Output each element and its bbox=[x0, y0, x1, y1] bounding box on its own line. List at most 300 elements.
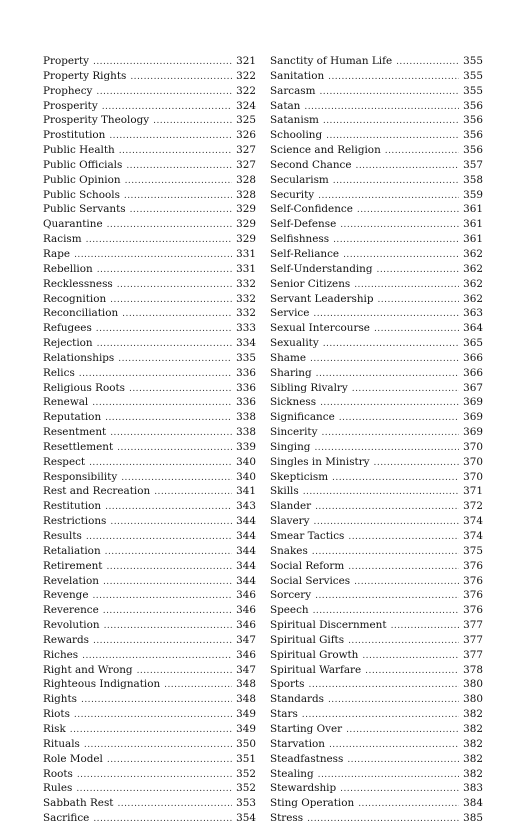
dot-leader bbox=[117, 441, 232, 456]
index-entry bbox=[270, 633, 483, 648]
index-term: Singing bbox=[270, 440, 311, 453]
index-term: Rebellion bbox=[43, 262, 93, 275]
page-number: 325 bbox=[236, 114, 256, 127]
index-term: Sickness bbox=[270, 396, 317, 409]
index-entry bbox=[270, 351, 483, 366]
index-term: Public Schools bbox=[43, 188, 120, 201]
index-entry bbox=[43, 410, 256, 425]
dot-leader bbox=[105, 500, 232, 515]
dot-leader bbox=[328, 693, 459, 708]
index-term: Revelation bbox=[43, 574, 99, 587]
index-term: Sincerity bbox=[270, 426, 318, 439]
index-term: Standards bbox=[270, 693, 324, 706]
index-term: Shame bbox=[270, 351, 307, 364]
index-term: Sanctity of Human Life bbox=[270, 55, 393, 67]
dot-leader bbox=[129, 382, 232, 397]
index-term: Racism bbox=[43, 233, 82, 246]
page-number: 371 bbox=[463, 485, 483, 498]
index-term: Satanism bbox=[270, 114, 319, 127]
page-number: 333 bbox=[236, 322, 256, 335]
page-number: 377 bbox=[463, 619, 483, 632]
page-number: 369 bbox=[463, 396, 483, 409]
page-number: 361 bbox=[463, 233, 483, 246]
dot-leader bbox=[374, 322, 459, 337]
dot-leader bbox=[352, 382, 459, 397]
index-entry bbox=[270, 707, 483, 722]
page-number: 346 bbox=[236, 619, 256, 632]
page-number: 375 bbox=[463, 544, 483, 557]
page-number: 338 bbox=[236, 411, 256, 424]
index-term: Prostitution bbox=[43, 129, 106, 142]
dot-leader bbox=[117, 278, 232, 293]
page-number: 361 bbox=[463, 218, 483, 231]
index-entry bbox=[43, 529, 256, 544]
index-entry bbox=[270, 588, 483, 603]
index-term: Retaliation bbox=[43, 544, 101, 557]
dot-leader bbox=[118, 352, 232, 367]
index-entry bbox=[270, 158, 483, 173]
page-number: 344 bbox=[236, 530, 256, 542]
page-number: 332 bbox=[236, 277, 256, 290]
index-term: Righteous Indignation bbox=[43, 678, 161, 691]
index-entry bbox=[43, 113, 256, 128]
index-entry bbox=[43, 99, 256, 114]
index-term: Revenge bbox=[43, 589, 89, 602]
dot-leader bbox=[110, 426, 232, 441]
dot-leader bbox=[93, 55, 232, 70]
dot-leader bbox=[340, 218, 459, 233]
page-number: 341 bbox=[236, 485, 256, 498]
index-entry bbox=[270, 381, 483, 396]
index-term: Rape bbox=[43, 247, 71, 260]
dot-leader bbox=[348, 634, 459, 649]
index-entry bbox=[270, 99, 483, 114]
index-term: Stars bbox=[270, 708, 298, 721]
index-term: Reverence bbox=[43, 604, 99, 617]
index-term: Right and Wrong bbox=[43, 663, 133, 676]
dot-leader bbox=[314, 515, 460, 530]
page-number: 376 bbox=[463, 574, 483, 587]
dot-leader bbox=[385, 144, 459, 159]
index-entry bbox=[43, 128, 256, 143]
index-entry bbox=[43, 811, 256, 826]
dot-leader bbox=[303, 485, 459, 500]
index-term: Results bbox=[43, 530, 82, 542]
index-entry bbox=[43, 484, 256, 499]
index-entry bbox=[270, 811, 483, 826]
index-entry bbox=[270, 202, 483, 217]
page-number: 382 bbox=[463, 752, 483, 765]
index-entry bbox=[270, 440, 483, 455]
index-entry bbox=[270, 277, 483, 292]
index-term: Restitution bbox=[43, 500, 102, 513]
index-term: Property bbox=[43, 55, 90, 67]
index-entry bbox=[270, 752, 483, 767]
index-entry bbox=[270, 336, 483, 351]
index-term: Public Health bbox=[43, 144, 115, 157]
index-entry bbox=[43, 351, 256, 366]
index-term: Second Chance bbox=[270, 158, 352, 171]
index-entry bbox=[270, 781, 483, 796]
index-term: Sanitation bbox=[270, 69, 325, 82]
page-number: 364 bbox=[463, 322, 483, 335]
index-entry bbox=[43, 84, 256, 99]
index-term: Risk bbox=[43, 722, 66, 735]
page-number: 327 bbox=[236, 144, 256, 157]
index-entry bbox=[270, 618, 483, 633]
index-entry bbox=[43, 247, 256, 262]
page-number: 377 bbox=[463, 633, 483, 646]
page-number: 349 bbox=[236, 708, 256, 721]
index-term: Sexual Intercourse bbox=[270, 322, 370, 335]
page-number: 356 bbox=[463, 144, 483, 157]
index-term: Prosperity bbox=[43, 99, 98, 112]
index-term: Sacrifice bbox=[43, 812, 90, 825]
index-term: Servant Leadership bbox=[270, 292, 374, 305]
page-number: 344 bbox=[236, 559, 256, 572]
index-term: Snakes bbox=[270, 544, 308, 557]
index-term: Relics bbox=[43, 366, 75, 379]
dot-leader bbox=[328, 70, 459, 85]
dot-leader bbox=[316, 367, 459, 382]
index-term: Starting Over bbox=[270, 722, 343, 735]
index-entry bbox=[270, 217, 483, 232]
index-entry bbox=[270, 559, 483, 574]
dot-leader bbox=[130, 70, 232, 85]
dot-leader bbox=[110, 515, 232, 530]
index-entry bbox=[43, 395, 256, 410]
dot-leader bbox=[348, 560, 459, 575]
index-entry bbox=[270, 499, 483, 514]
dot-leader bbox=[313, 604, 459, 619]
dot-leader bbox=[332, 471, 459, 486]
index-entry bbox=[270, 69, 483, 84]
index-term: Satan bbox=[270, 99, 301, 112]
index-entry bbox=[43, 603, 256, 618]
page-number: 362 bbox=[463, 292, 483, 305]
index-entry bbox=[270, 722, 483, 737]
index-term: Stealing bbox=[270, 767, 314, 780]
page-number: 334 bbox=[236, 337, 256, 350]
page-number: 382 bbox=[463, 767, 483, 780]
index-term: Starvation bbox=[270, 737, 325, 750]
index-term: Speech bbox=[270, 604, 309, 617]
dot-leader bbox=[92, 589, 232, 604]
index-entry bbox=[270, 455, 483, 470]
index-term: Spiritual Warfare bbox=[270, 663, 362, 676]
dot-leader bbox=[97, 337, 232, 352]
index-entry bbox=[270, 262, 483, 277]
index-entry bbox=[270, 529, 483, 544]
index-entry bbox=[43, 173, 256, 188]
index-term: Sting Operation bbox=[270, 797, 355, 810]
dot-leader bbox=[109, 129, 232, 144]
dot-leader bbox=[103, 604, 232, 619]
index-entry bbox=[43, 588, 256, 603]
index-term: Sarcasm bbox=[270, 84, 316, 97]
page-number: 350 bbox=[236, 737, 256, 750]
index-entry bbox=[43, 381, 256, 396]
index-entry bbox=[43, 306, 256, 321]
dot-leader bbox=[122, 307, 232, 322]
page-number: 347 bbox=[236, 663, 256, 676]
dot-leader bbox=[314, 441, 459, 456]
page-number: 355 bbox=[463, 84, 483, 97]
dot-leader bbox=[340, 782, 459, 797]
index-term: Rituals bbox=[43, 737, 80, 750]
page-number: 366 bbox=[463, 366, 483, 379]
index-entry bbox=[270, 514, 483, 529]
dot-leader bbox=[354, 278, 459, 293]
dot-leader bbox=[76, 782, 232, 797]
index-entry bbox=[270, 128, 483, 143]
index-term: Sorcery bbox=[270, 589, 312, 602]
index-entry bbox=[270, 484, 483, 499]
dot-leader bbox=[110, 293, 232, 308]
index-term: Stewardship bbox=[270, 782, 337, 795]
page-number: 322 bbox=[236, 69, 256, 82]
page-number: 349 bbox=[236, 722, 256, 735]
index-entry bbox=[43, 455, 256, 470]
index-term: Sabbath Rest bbox=[43, 797, 114, 810]
page-number: 329 bbox=[236, 233, 256, 246]
index-entry bbox=[270, 395, 483, 410]
index-term: Steadfastness bbox=[270, 752, 344, 765]
dot-leader bbox=[323, 114, 459, 129]
index-entry bbox=[43, 796, 256, 811]
index-term: Self-Reliance bbox=[270, 247, 340, 260]
page-number: 322 bbox=[236, 84, 256, 97]
index-entry bbox=[270, 173, 483, 188]
index-term: Social Reform bbox=[270, 559, 345, 572]
dot-leader bbox=[347, 753, 459, 768]
dot-leader bbox=[321, 426, 459, 441]
page-number: 328 bbox=[236, 173, 256, 186]
page-number: 382 bbox=[463, 722, 483, 735]
page-number: 346 bbox=[236, 604, 256, 617]
index-term: Reputation bbox=[43, 411, 102, 424]
page-number: 384 bbox=[463, 797, 483, 810]
index-entry bbox=[43, 440, 256, 455]
index-entry bbox=[270, 232, 483, 247]
index-entry bbox=[270, 425, 483, 440]
page-number: 331 bbox=[236, 247, 256, 260]
index-entry bbox=[43, 366, 256, 381]
dot-leader bbox=[81, 693, 232, 708]
index-entry bbox=[270, 767, 483, 782]
page-number: 336 bbox=[236, 366, 256, 379]
index-entry bbox=[43, 648, 256, 663]
page-number: 385 bbox=[463, 812, 483, 825]
dot-leader bbox=[312, 545, 459, 560]
index-entry bbox=[270, 603, 483, 618]
dot-leader bbox=[97, 263, 232, 278]
index-term: Social Services bbox=[270, 574, 351, 587]
index-term: Roots bbox=[43, 767, 73, 780]
page-number: 370 bbox=[463, 470, 483, 483]
page-number: 374 bbox=[463, 515, 483, 528]
dot-leader bbox=[86, 530, 232, 545]
page-number: 353 bbox=[236, 797, 256, 810]
index-term: Significance bbox=[270, 411, 335, 424]
dot-leader bbox=[323, 337, 459, 352]
page-number: 343 bbox=[236, 500, 256, 513]
index-term: Restrictions bbox=[43, 515, 107, 528]
index-entry bbox=[43, 262, 256, 277]
dot-leader bbox=[318, 189, 459, 204]
dot-leader bbox=[92, 396, 232, 411]
index-entry bbox=[270, 247, 483, 262]
dot-leader bbox=[333, 233, 459, 248]
dot-leader bbox=[153, 114, 232, 129]
dot-leader bbox=[105, 411, 232, 426]
index-entry bbox=[270, 113, 483, 128]
dot-leader bbox=[96, 85, 232, 100]
dot-leader bbox=[333, 174, 459, 189]
dot-leader bbox=[79, 367, 232, 382]
index-entry bbox=[270, 544, 483, 559]
index-term: Retirement bbox=[43, 559, 103, 572]
index-term: Self-Defense bbox=[270, 218, 337, 231]
dot-leader bbox=[358, 797, 459, 812]
index-entry bbox=[43, 692, 256, 707]
dot-leader bbox=[320, 396, 459, 411]
index-term: Self-Confidence bbox=[270, 203, 353, 216]
dot-leader bbox=[107, 218, 232, 233]
index-term: Service bbox=[270, 307, 310, 320]
dot-leader bbox=[326, 129, 459, 144]
index-term: Stress bbox=[270, 812, 304, 825]
index-entry bbox=[43, 722, 256, 737]
index-term: Sexuality bbox=[270, 337, 319, 350]
index-term: Refugees bbox=[43, 322, 92, 335]
page-number: 362 bbox=[463, 247, 483, 260]
index-entry bbox=[43, 752, 256, 767]
index-entry bbox=[43, 781, 256, 796]
dot-leader bbox=[377, 263, 459, 278]
index-column-right bbox=[270, 54, 483, 826]
index-entry bbox=[270, 54, 483, 69]
index-term: Resettlement bbox=[43, 440, 114, 453]
page-number: 348 bbox=[236, 678, 256, 691]
index-entry bbox=[43, 188, 256, 203]
page-number: 380 bbox=[463, 678, 483, 691]
dot-leader bbox=[377, 293, 459, 308]
index-term: Recklessness bbox=[43, 277, 113, 290]
dot-leader bbox=[104, 619, 232, 634]
dot-leader bbox=[309, 678, 459, 693]
index-entry bbox=[43, 69, 256, 84]
dot-leader bbox=[74, 248, 232, 263]
page-number: 326 bbox=[236, 129, 256, 142]
page-number: 383 bbox=[463, 782, 483, 795]
dot-leader bbox=[124, 189, 232, 204]
dot-leader bbox=[137, 664, 232, 679]
index-entry bbox=[270, 737, 483, 752]
dot-leader bbox=[125, 174, 232, 189]
dot-leader bbox=[313, 307, 459, 322]
page-number: 365 bbox=[463, 337, 483, 350]
index-entry bbox=[270, 143, 483, 158]
page-number: 382 bbox=[463, 708, 483, 721]
index-entry bbox=[43, 618, 256, 633]
dot-leader bbox=[96, 322, 232, 337]
page-number: 346 bbox=[236, 648, 256, 661]
page-number: 380 bbox=[463, 693, 483, 706]
page-number: 336 bbox=[236, 381, 256, 394]
page-number: 366 bbox=[463, 351, 483, 364]
index-entry bbox=[43, 499, 256, 514]
index-term: Public Officials bbox=[43, 158, 123, 171]
page-number: 359 bbox=[463, 188, 483, 201]
page-number: 362 bbox=[463, 262, 483, 275]
index-term: Responsibility bbox=[43, 470, 118, 483]
dot-leader bbox=[106, 560, 232, 575]
index-entry bbox=[43, 54, 256, 69]
dot-leader bbox=[396, 55, 459, 70]
index-term: Religious Roots bbox=[43, 381, 126, 394]
index-entry bbox=[43, 574, 256, 589]
dot-leader bbox=[310, 352, 459, 367]
index-entry bbox=[43, 470, 256, 485]
index-term: Revolution bbox=[43, 619, 100, 632]
dot-leader bbox=[343, 248, 459, 263]
index-term: Skills bbox=[270, 485, 299, 498]
index-entry bbox=[43, 677, 256, 692]
index-term: Spiritual Growth bbox=[270, 648, 359, 661]
page-number: 332 bbox=[236, 292, 256, 305]
index-entry bbox=[43, 767, 256, 782]
index-entry bbox=[270, 663, 483, 678]
dot-leader bbox=[102, 100, 232, 115]
page-number: 344 bbox=[236, 574, 256, 587]
page-number: 356 bbox=[463, 99, 483, 112]
index-term: Riots bbox=[43, 708, 70, 721]
index-entry bbox=[43, 737, 256, 752]
index-term: Respect bbox=[43, 455, 86, 468]
dot-leader bbox=[164, 678, 232, 693]
index-term: Riches bbox=[43, 648, 79, 661]
page-number: 369 bbox=[463, 426, 483, 439]
dot-leader bbox=[93, 634, 232, 649]
index-entry bbox=[43, 202, 256, 217]
page-number: 331 bbox=[236, 262, 256, 275]
dot-leader bbox=[339, 411, 459, 426]
page-number: 370 bbox=[463, 455, 483, 468]
dot-leader bbox=[348, 530, 459, 545]
index-entry bbox=[270, 648, 483, 663]
page-number: 358 bbox=[463, 173, 483, 186]
page-number: 356 bbox=[463, 114, 483, 127]
dot-leader bbox=[103, 575, 232, 590]
index-entry bbox=[43, 336, 256, 351]
page-number: 376 bbox=[463, 559, 483, 572]
index-term: Rules bbox=[43, 782, 73, 795]
index-term: Property Rights bbox=[43, 69, 127, 82]
index-term: Sharing bbox=[270, 366, 312, 379]
page-number: 372 bbox=[463, 500, 483, 513]
index-entry bbox=[270, 692, 483, 707]
index-term: Prophecy bbox=[43, 84, 93, 97]
dot-leader bbox=[70, 723, 232, 738]
index-term: Resentment bbox=[43, 426, 107, 439]
index-term: Prosperity Theology bbox=[43, 114, 150, 127]
page-number: 339 bbox=[236, 440, 256, 453]
index-entry bbox=[43, 217, 256, 232]
page-number: 376 bbox=[463, 589, 483, 602]
page-number: 335 bbox=[236, 351, 256, 364]
index-entry bbox=[270, 366, 483, 381]
